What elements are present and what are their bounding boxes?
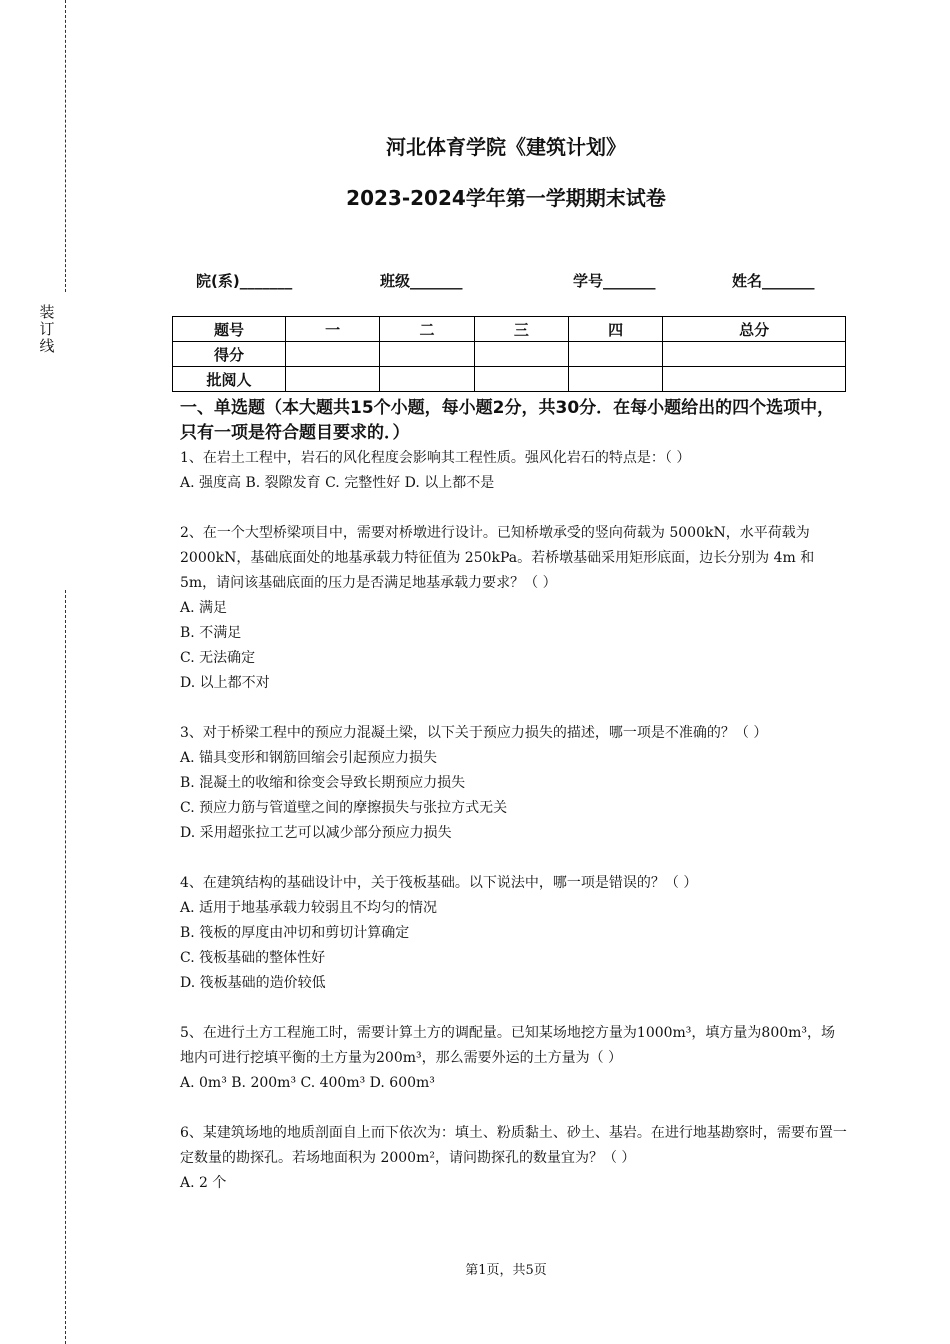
score-row-label: 得分 [173, 342, 286, 367]
option: B. 不满足 [180, 625, 242, 641]
grader-cell[interactable] [474, 367, 568, 392]
question-text: 1、在岩土工程中，岩石的风化程度会影响其工程性质。强风化岩石的特点是：（ ） [180, 450, 691, 466]
exam-title: 河北体育学院《建筑计划》 [386, 135, 626, 159]
option: C. 预应力筋与管道壁之间的摩擦损失与张拉方式无关 [180, 800, 508, 816]
question-3 [180, 721, 848, 846]
dept-field: 院(系)_______ [196, 272, 293, 290]
header-cell: 一 [286, 317, 380, 342]
question-2 [180, 521, 848, 696]
score-cell[interactable] [286, 342, 380, 367]
question-text: 4、在建筑结构的基础设计中，关于筏板基础。以下说法中，哪一项是错误的？（ ） [180, 875, 698, 891]
grader-row [173, 367, 846, 392]
grader-cell[interactable] [286, 367, 380, 392]
question-text: 5、在进行土方工程施工时，需要计算土方的调配量。已知某场地挖方量为1000m³，填方量为800m³，场地内可进行挖填平衡的土方量为200m³，那么需要外运的土方量为（ ） [180, 1025, 836, 1066]
grader-cell[interactable] [663, 367, 846, 392]
grader-cell[interactable] [380, 367, 474, 392]
binding-line-bottom [65, 590, 66, 1344]
option: A. 0m³ B. 200m³ C. 400m³ D. 600m³ [180, 1075, 435, 1091]
option: D. 筏板基础的造价较低 [180, 975, 326, 991]
student-id-field: 学号_______ [573, 272, 656, 290]
header-cell: 四 [568, 317, 662, 342]
grader-row-label: 批阅人 [173, 367, 286, 392]
binding-label: 装订线 [39, 303, 55, 355]
option: A. 锚具变形和钢筋回缩会引起预应力损失 [180, 750, 438, 766]
score-cell[interactable] [380, 342, 474, 367]
question-text: 3、对于桥梁工程中的预应力混凝土梁，以下关于预应力损失的描述，哪一项是不准确的？（ ） [180, 725, 768, 741]
question-5 [180, 1021, 848, 1096]
class-field: 班级_______ [380, 272, 463, 290]
question-1 [180, 446, 848, 496]
header-cell: 二 [380, 317, 474, 342]
option: D. 采用超张拉工艺可以减少部分预应力损失 [180, 825, 452, 841]
option: A. 满足 [180, 600, 228, 616]
page-footer: 第1页，共5页 [465, 1263, 547, 1278]
score-table-header-row [173, 317, 846, 342]
option: A. 适用于地基承载力较弱且不均匀的情况 [180, 900, 438, 916]
option: D. 以上都不对 [180, 675, 270, 691]
question-4 [180, 871, 848, 996]
header-cell: 总分 [663, 317, 846, 342]
option: C. 无法确定 [180, 650, 256, 666]
question-list [180, 446, 848, 1196]
option: A. 强度高 B. 裂隙发育 C. 完整性好 D. 以上都不是 [180, 475, 495, 491]
section-title: 一、单选题（本大题共15个小题，每小题2分，共30分．在每小题给出的四个选项中，只有一项是符合题目要求的．） [180, 398, 835, 443]
score-cell[interactable] [663, 342, 846, 367]
score-row [173, 342, 846, 367]
option: A. 2 个 [180, 1175, 227, 1191]
question-text: 6、某建筑场地的地质剖面自上而下依次为：填土、粉质黏土、砂土、基岩。在进行地基勘察时，需要布置一定数量的勘探孔。若场地面积为 2000m²，请问勘探孔的数量宜为？（ ） [180, 1125, 847, 1166]
header-cell: 题号 [173, 317, 286, 342]
name-field: 姓名_______ [732, 272, 815, 290]
score-cell[interactable] [474, 342, 568, 367]
score-cell[interactable] [568, 342, 662, 367]
exam-subtitle: 2023-2024学年第一学期期末试卷 [346, 186, 666, 210]
header-cell: 三 [474, 317, 568, 342]
option: B. 混凝土的收缩和徐变会导致长期预应力损失 [180, 775, 466, 791]
score-table [172, 316, 846, 392]
question-text: 2、在一个大型桥梁项目中，需要对桥墩进行设计。已知桥墩承受的竖向荷载为 5000kN，水平荷载为 2000kN，基础底面处的地基承载力特征值为 250kPa。若桥墩基础采用矩形底面，边长分别为 4m 和 5m，请问该基础底面的压力是否满足地基承载力要求？（ ） [180, 525, 815, 591]
option: C. 筏板基础的整体性好 [180, 950, 326, 966]
question-6 [180, 1121, 848, 1196]
option: B. 筏板的厚度由冲切和剪切计算确定 [180, 925, 410, 941]
grader-cell[interactable] [568, 367, 662, 392]
